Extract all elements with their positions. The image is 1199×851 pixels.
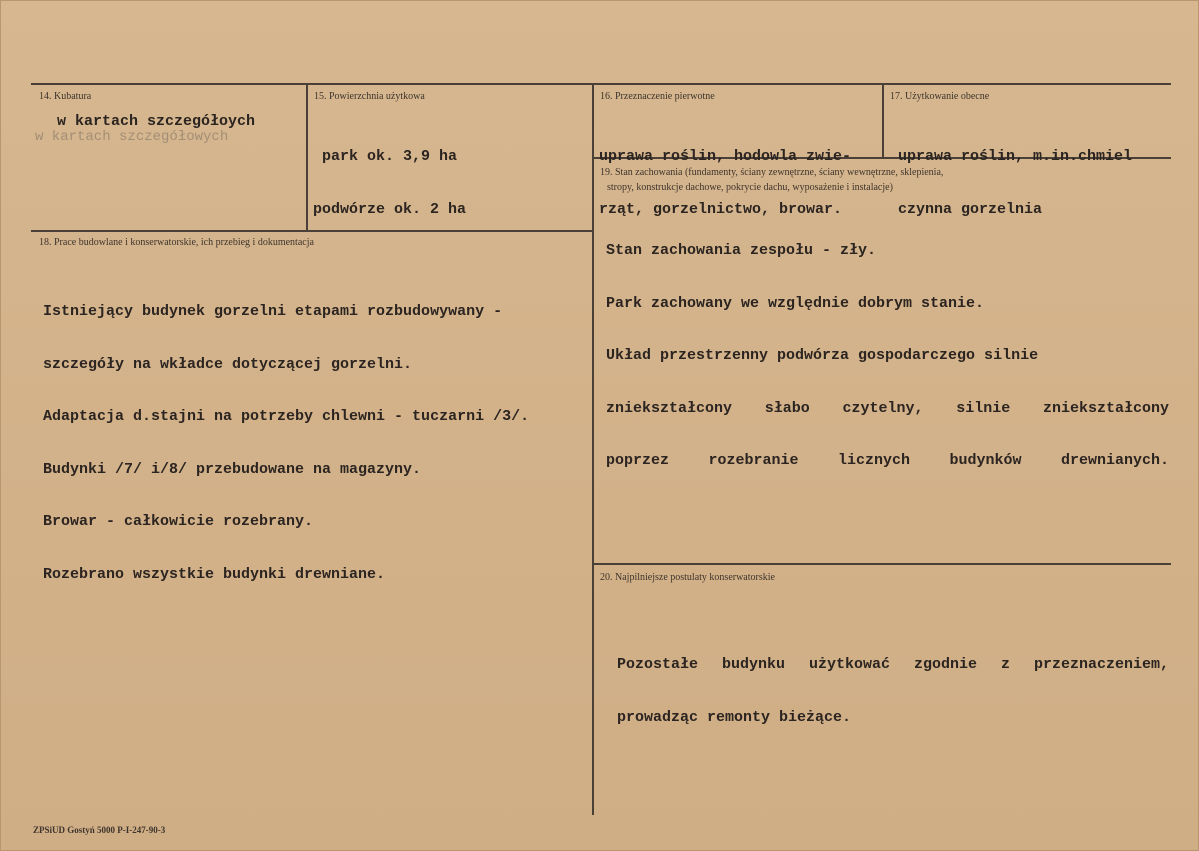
field-19-line: poprzez rozebranie licznych budynków drewnianych. <box>606 452 1169 469</box>
field-14-label: 14. Kubatura <box>39 91 92 102</box>
top-rule <box>31 83 1171 85</box>
field-18-line: Rozebrano wszystkie budynki drewniane. <box>43 565 386 583</box>
field-19-label-line: stropy, konstrukcje dachowe, pokrycie dachu, wyposażenie i instalacje) <box>607 182 893 193</box>
main-divider <box>592 83 594 815</box>
field-18-line: szczegóły na wkładce dotyczącej gorzelni. <box>43 355 413 373</box>
field-19-line: Park zachowany we względnie dobrym stanie. <box>606 294 985 312</box>
field-18-line: Adaptacja d.stajni na potrzeby chlewni - tuczarni /3/. <box>43 408 530 425</box>
field-19-line: Układ przestrzenny podwórza gospodarczego silnie <box>606 347 1039 364</box>
field-14-value: w kartach szczegółoych <box>57 113 256 130</box>
field-19-label-line: 19. Stan zachowania (fundamenty, ściany zewnętrzne, ściany wewnętrzne, sklepienia, <box>600 167 944 178</box>
section-18-rule <box>31 230 592 232</box>
field-17-line: uprawa roślin, m.in.chmiel <box>898 148 1133 165</box>
print-code: ZPSiUD Gostyń 5000 P-I-247-90-3 <box>33 825 166 835</box>
field-20-value <box>617 621 1169 761</box>
field-19-label <box>600 165 943 195</box>
field-16-line: rząt, gorzelnictwo, browar. <box>599 200 843 218</box>
divider-16-17 <box>882 83 884 159</box>
field-14-faint-value: w kartach szczegółowych <box>35 129 229 145</box>
section-20-rule <box>594 563 1171 565</box>
divider-14-15 <box>306 83 308 231</box>
field-15-value <box>313 113 466 253</box>
field-20-label: 20. Najpilniejsze postulaty konserwatorskie <box>600 572 775 583</box>
field-17-line: czynna gorzelnia <box>898 200 1043 218</box>
field-20-line: prowadząc remonty bieżące. <box>617 708 852 726</box>
field-15-label: 15. Powierzchnia użytkowa <box>314 91 425 102</box>
field-18-label: 18. Prace budowlane i konserwatorskie, ich przebieg i dokumentacja <box>39 237 314 248</box>
field-19-line: Stan zachowania zespołu - zły. <box>606 242 877 259</box>
field-18-value <box>43 268 529 618</box>
field-19-line: zniekształcony słabo czytelny, silnie zniekształcony <box>606 399 1169 417</box>
field-15-line: park ok. 3,9 ha <box>313 148 458 165</box>
field-16-label: 16. Przeznaczenie pierwotne <box>600 91 715 102</box>
field-18-line: Budynki /7/ i/8/ przebudowane na magazyny. <box>43 460 422 478</box>
field-15-line: podwórze ok. 2 ha <box>313 200 467 218</box>
field-20-line: Pozostałe budynku użytkować zgodnie z przeznaczeniem, <box>617 656 1169 673</box>
field-18-line: Istniejący budynek gorzelni etapami rozbudowywany - <box>43 303 503 320</box>
field-19-value <box>606 207 1169 505</box>
field-17-label: 17. Użytkowanie obecne <box>890 91 990 102</box>
field-18-line: Browar - całkowicie rozebrany. <box>43 513 314 530</box>
field-16-line: uprawa roślin, hodowla zwie- <box>599 148 852 165</box>
